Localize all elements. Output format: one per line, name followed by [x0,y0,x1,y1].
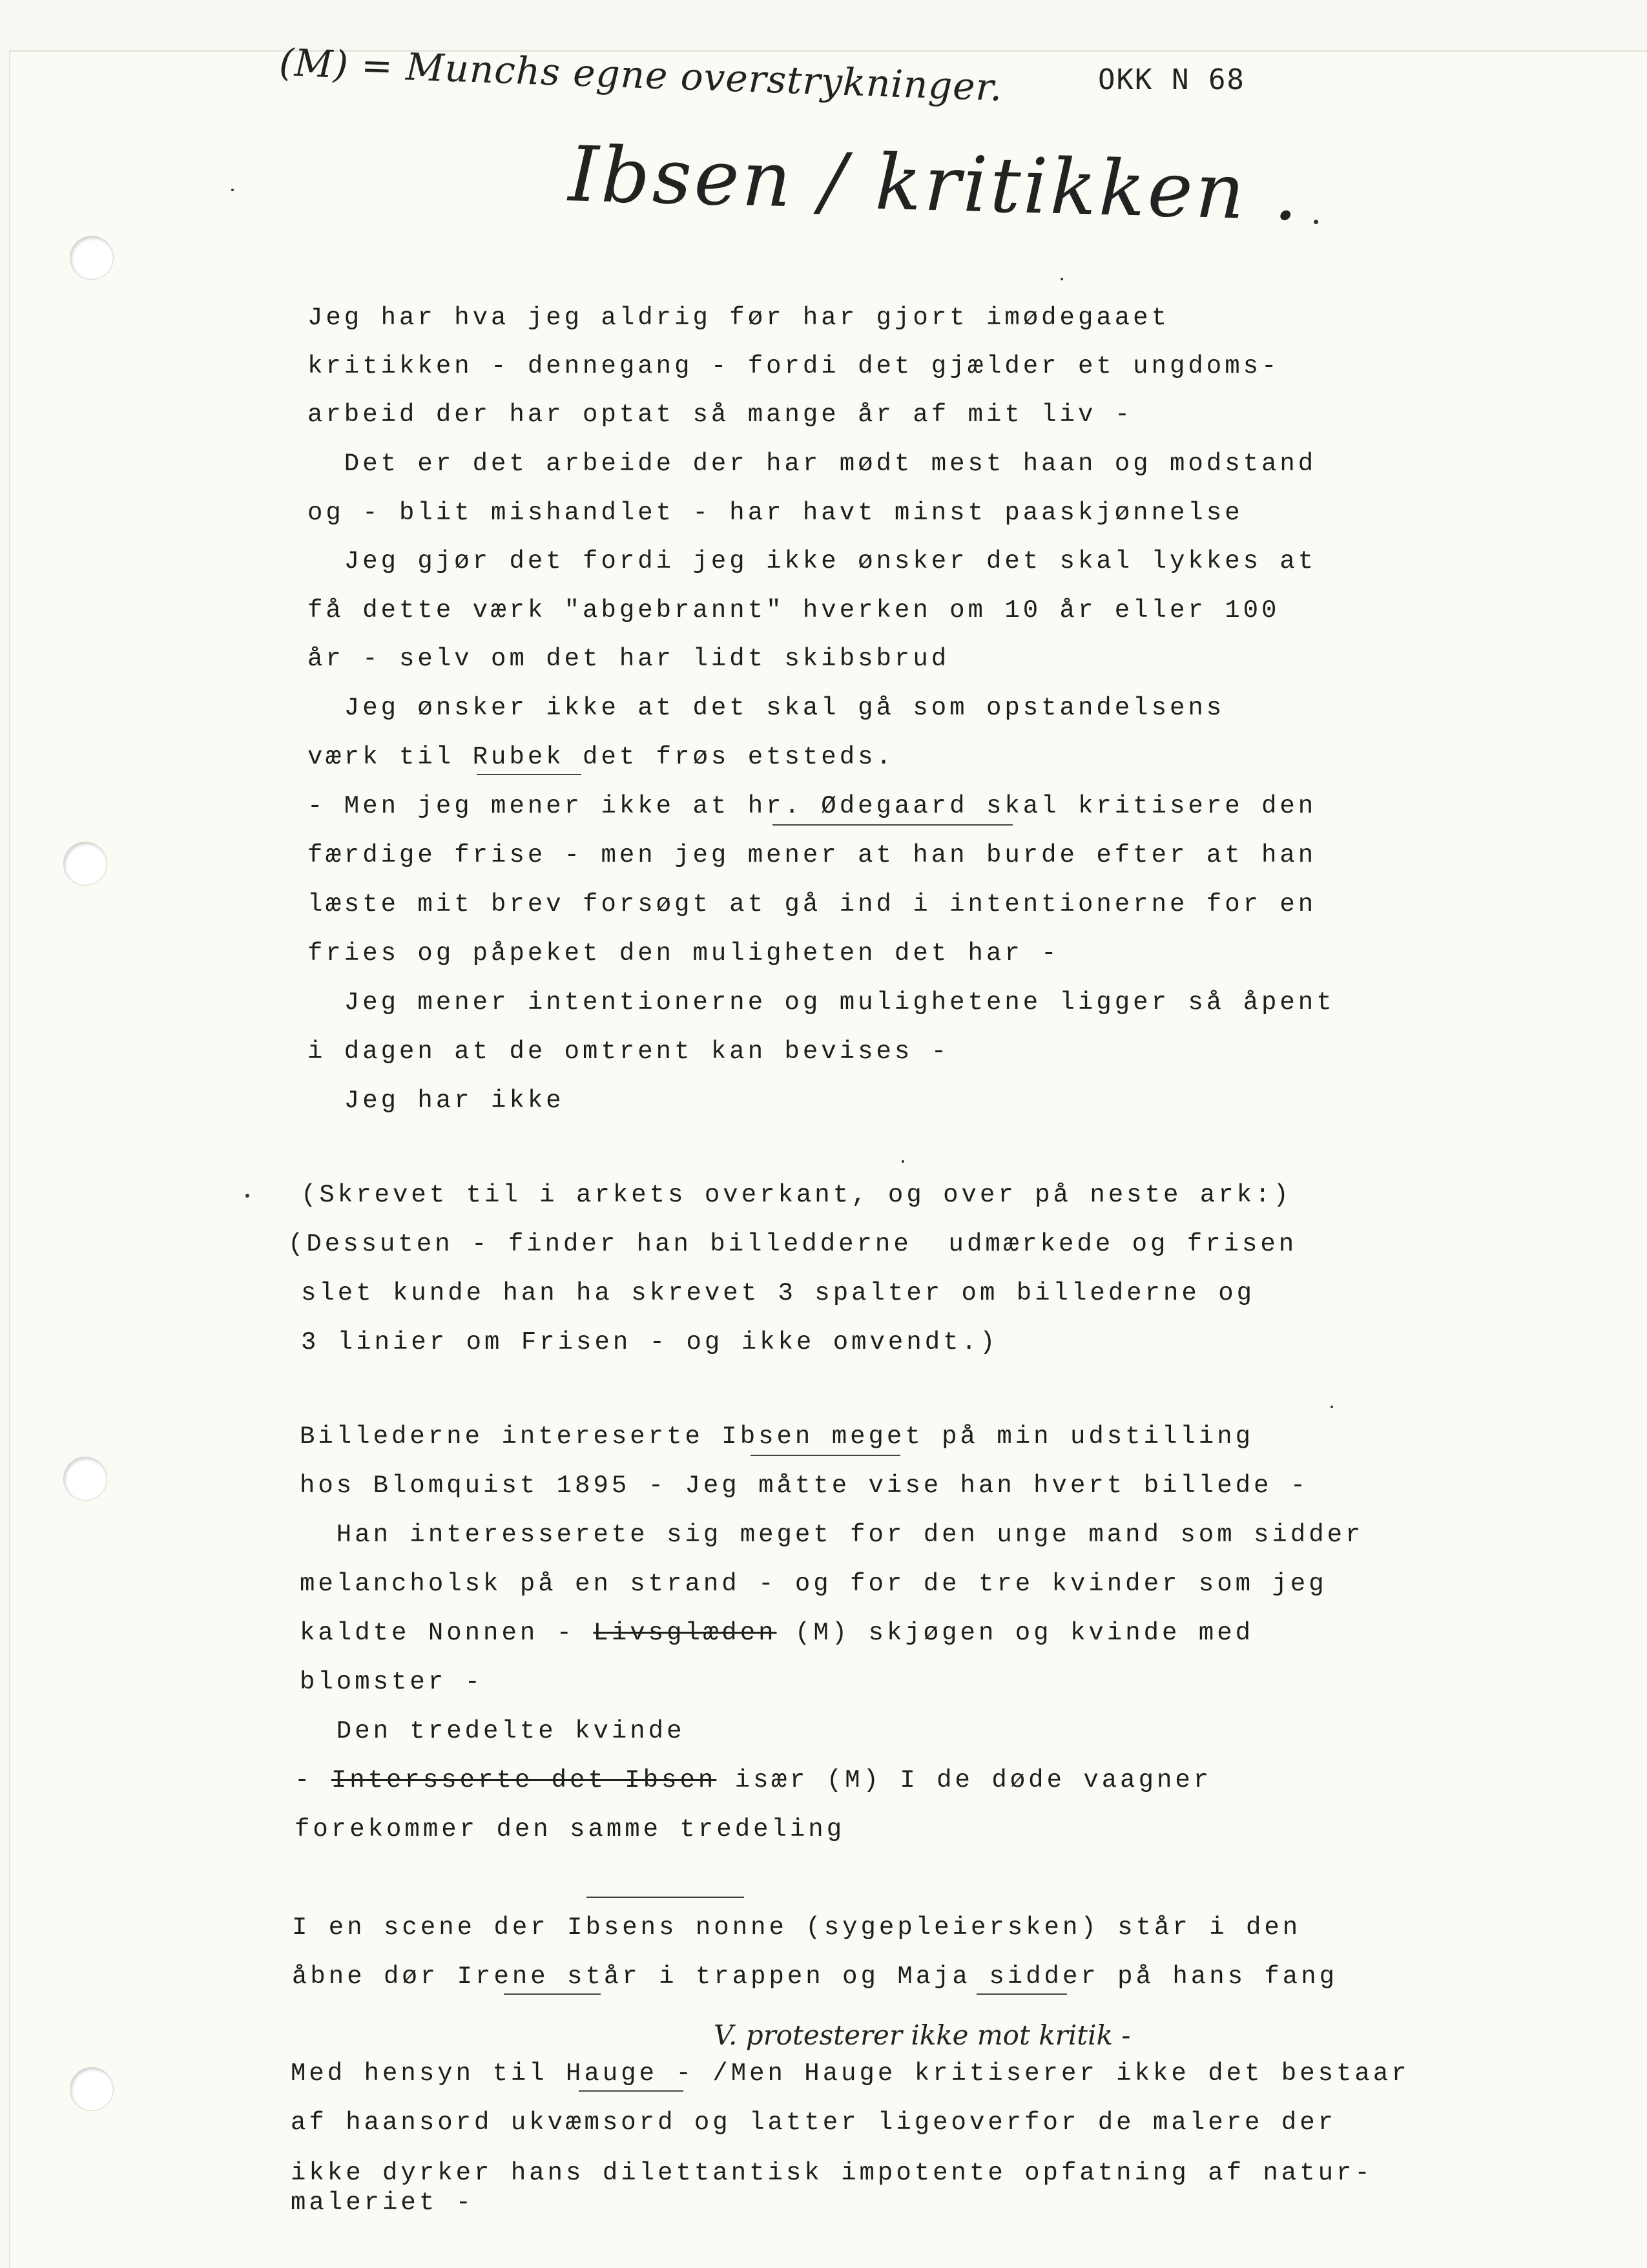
text-line: melancholsk på en strand - og for de tre kvinder som jeg [300,1570,1327,1598]
underline-mark [586,1897,744,1898]
text-line: af haansord ukvæmsord og latter ligeoverfor de malere der [291,2108,1337,2137]
text-line [295,1765,1212,1796]
text-line: Jeg ønsker ikke at det skal gå som opstandelsens [307,694,1225,722]
handwritten-insertion: V. protesterer ikke mot kritik - [714,2019,1131,2051]
text-line: Jeg har ikke [307,1087,565,1115]
text-line: få dette værk "abgebrannt" hverken om 10 år eller 100 [307,596,1280,625]
text-line: Den tredelte kvinde [300,1717,685,1745]
text-line: i dagen at de omtrent kan bevises - [307,1037,950,1066]
punch-hole [63,842,107,886]
text-line: hos Blomquist 1895 - Jeg måtte vise han hvert billede - [300,1472,1309,1500]
text-line: ikke dyrker hans dilettantisk impotente opfatning af natur- [291,2159,1373,2187]
underline-mark [751,1455,900,1456]
punch-hole [63,1457,107,1501]
text-line: Billederne intereserte Ibsen meget på min udstilling [300,1422,1254,1451]
text-line: Jeg mener intentionerne og mulighetene ligger så åpent [307,988,1335,1017]
text-line: åbne dør Irene står i trappen og Maja sidder på hans fang [292,1962,1338,1991]
text-line [300,1618,1254,1649]
text-line: Han interesserete sig meget for den unge mand som sidder [300,1521,1364,1549]
text-line: slet kunde han ha skrevet 3 spalter om billederne og [301,1279,1255,1307]
text-line: maleriet - [291,2189,475,2217]
text-line: (Skrevet til i arkets overkant, og over på neste ark:) [301,1181,1292,1209]
ink-speck [1331,1406,1333,1408]
handwritten-note: (M) = Munchs egne overstrykninger. [278,40,1004,110]
text-line: fries og påpeket den muligheten det har - [307,939,1060,968]
text-line: Jeg har hva jeg aldrig før har gjort imødegaaet [307,304,1170,332]
underline-mark [504,1993,601,1995]
text-line: og - blit mishandlet - har havt minst paaskjønnelse [307,499,1243,527]
text-line: - Men jeg mener ikke at hr. Ødegaard skal kritisere den [307,792,1317,820]
text-line: færdige frise - men jeg mener at han burde efter at han [307,841,1317,869]
ink-speck [231,189,234,191]
text-line: (Dessuten - finder han billedderne udmærkede og frisen [288,1230,1298,1258]
ink-speck [1061,278,1063,280]
underline-mark [579,2090,683,2092]
text-line: 3 linier om Frisen - og ikke omvendt.) [301,1328,999,1357]
text-line: værk til Rubek det frøs etsteds. [307,743,895,771]
struck-word: Livsglæden [593,1619,777,1647]
text-line: år - selv om det har lidt skibsbrud [307,645,950,673]
text-line: blomster - [300,1668,484,1696]
text-segment: kaldte Nonnen - [300,1619,594,1647]
text-line: kritikken - dennegang - fordi det gjælder et ungdoms- [307,352,1280,380]
text-segment: - [295,1766,331,1795]
text-line: læste mit brev forsøgt at gå ind i intentionerne for en [307,890,1317,919]
punch-hole [70,2067,114,2111]
text-line: I en scene der Ibsens nonne (sygepleiersken) står i den [292,1913,1301,1942]
text-line: forekommer den samme tredeling [295,1815,845,1844]
punch-hole [70,236,114,280]
archive-reference: OKK N 68 [1098,63,1245,96]
ink-speck [245,1194,249,1198]
text-segment: (M) skjøgen og kvinde med [776,1619,1254,1647]
ink-speck [1314,220,1318,224]
handwritten-title: Ibsen / kritikken . [567,129,1302,238]
text-line: Jeg gjør det fordi jeg ikke ønsker det skal lykkes at [307,547,1317,576]
underline-mark [772,824,1013,826]
struck-phrase: Intersserte det Ibsen [331,1766,717,1795]
text-line: arbeid der har optat så mange år af mit liv - [307,401,1134,429]
ink-speck [902,1160,904,1163]
text-line: Med hensyn til Hauge - /Men Hauge kritiserer ikke det bestaar [291,2059,1410,2088]
text-line: Det er det arbeide der har mødt mest haan og modstand [307,450,1317,478]
text-segment: især (M) I de døde vaagner [716,1766,1212,1795]
underline-mark [477,774,581,775]
underline-mark [977,1993,1067,1995]
